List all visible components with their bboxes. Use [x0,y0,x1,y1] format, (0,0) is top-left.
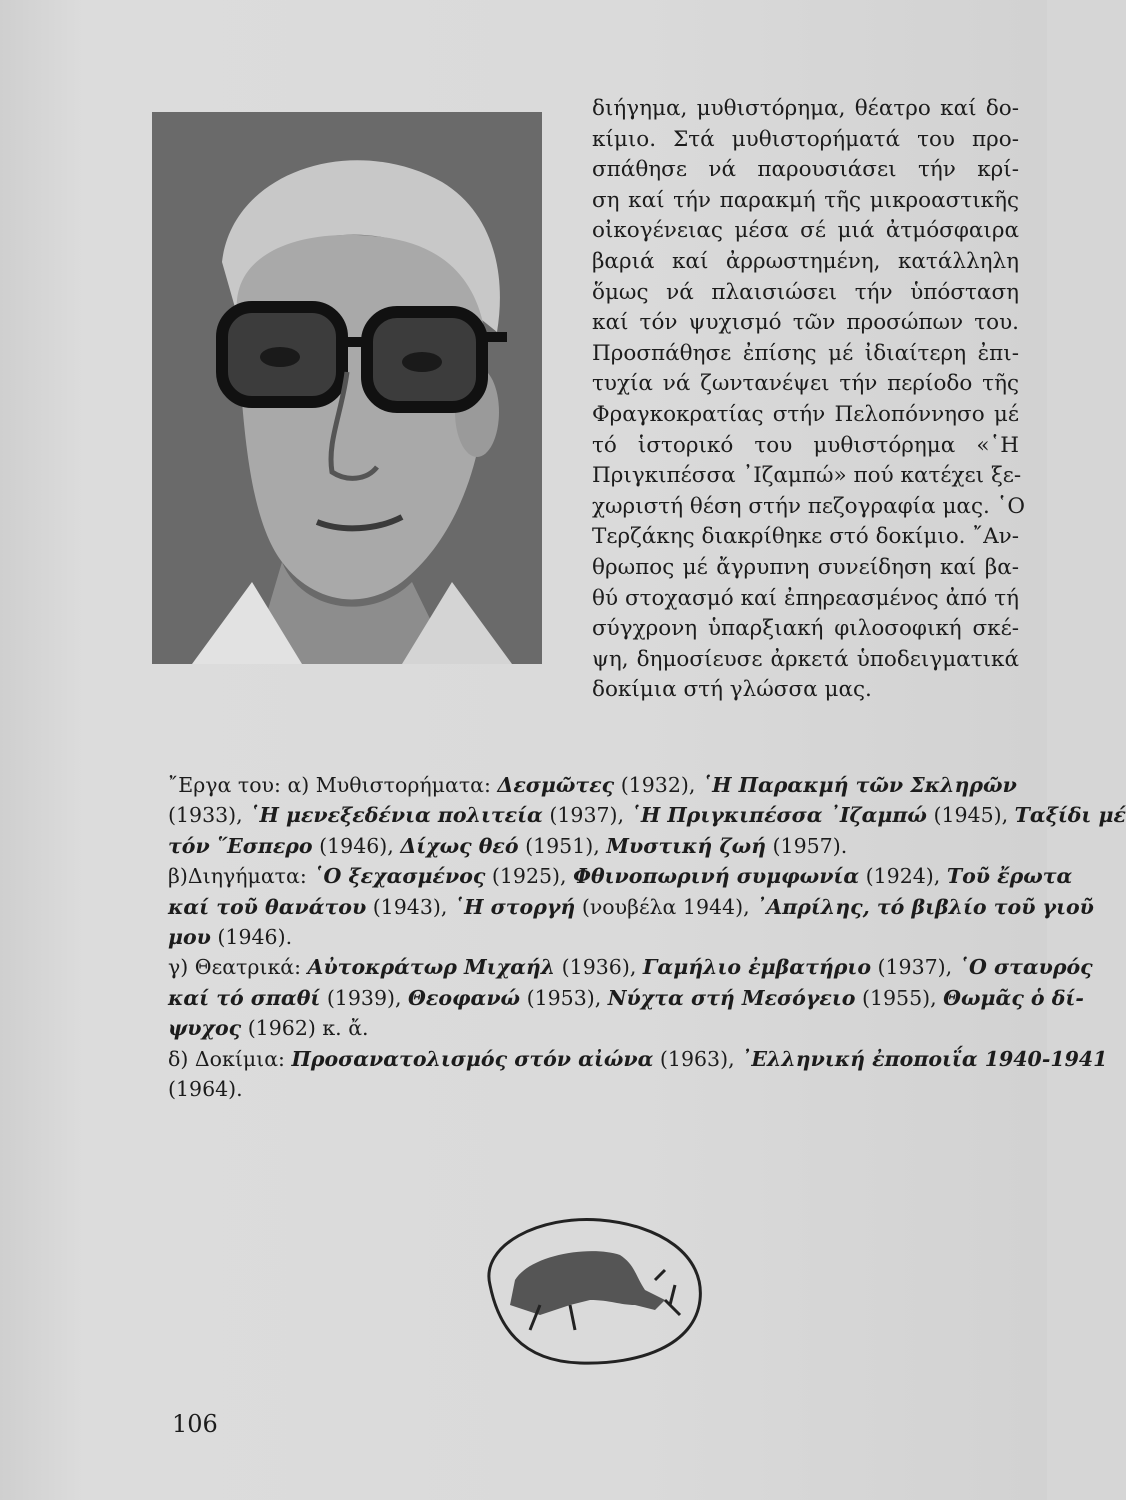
bio-line: οἰκογένειας μέσα σέ μιά ἀτμόσφαιρα [592,218,1019,244]
works-row-stories [168,861,1073,891]
bio-line: κίμιο. Στά μυθιστορήματά του προ- [592,126,1019,152]
work-title: τόν ῞Εσπερο [168,833,313,858]
work-title: Αὐτοκράτωρ Μιχαήλ [307,955,556,980]
work-title: ῾Η μενεξεδένια πολιτεία [249,803,543,828]
works-intro: ῎Εργα του: α) Μυθιστορήματα: [168,773,498,797]
bio-line: ψη, δημοσίευσε ἀρκετά ὑποδειγματικά [592,646,1019,672]
work-title: ῾Η Πριγκιπέσσα ᾿Ιζαμπώ [630,803,927,828]
bio-line: σπάθησε νά παρουσιάσει τήν κρί- [592,157,1019,183]
bio-line: Προσπάθησε ἐπίσης μέ ἰδιαίτερη ἐπι- [592,340,1019,366]
bio-line: καί τόν ψυχισμό τῶν προσώπων του. [592,310,1019,336]
work-title: Δίχως θεό [400,833,519,858]
work-year: (1937), [542,803,631,828]
work-title: ῾Η στοργή [453,894,576,919]
work-title: Θωμᾶς ὁ δί- [943,985,1084,1010]
bio-line: ση καί τήν παρακμή τῆς μικροαστικῆς [592,187,1019,213]
works-row [168,831,1021,861]
work-title: ῾Ο σταυρός [958,955,1093,980]
biography-column [592,94,1026,706]
bio-line: σύγχρονη ὑπαρξιακή φιλοσοφική σκέ- [592,616,1019,642]
works-row-novels [168,770,1021,800]
bio-line: θρωπος μέ ἄγρυπνη συνείδηση καί βα- [592,554,1019,580]
works-row-plays [168,952,1093,982]
bio-line: Πριγκιπέσσα ᾿Ιζαμπώ» πού κατέχει ξε- [592,463,1022,489]
author-portrait-photo [152,112,542,664]
work-year: (1962) κ. ἄ. [241,1016,369,1041]
work-title: Προσανατολισμός στόν αἰώνα [291,1046,654,1071]
bio-line: δοκίμια στή γλώσσα μας. [592,677,872,703]
work-year: (1946). [210,925,293,950]
bio-line: χωριστή θέση στήν πεζογραφία μας. ῾Ο [592,493,1026,519]
work-title: Δεσμῶτες [497,773,615,797]
work-title: Τοῦ ἔρωτα [946,864,1073,889]
work-title: Μυστική ζωή [606,833,767,858]
work-title: ᾿Ελληνική ἐποποιΐα 1940-1941 [741,1046,1108,1071]
work-year: (1937), [871,955,959,980]
work-year: (1964). [168,1077,243,1102]
work-year: (1957). [766,833,848,858]
works-row [168,922,1021,952]
work-title: ῾Η Παρακμή τῶν Σκληρῶν [701,773,1017,797]
works-row [168,1013,1021,1043]
work-year: (1945), [926,803,1015,828]
bio-line: τό ἱστορικό του μυθιστόρημα «῾Η [592,432,1019,458]
work-title: Γαμήλιο ἐμβατήριο [642,955,871,980]
work-title: Θεοφανώ [408,985,521,1010]
work-year: (1953), [520,985,608,1010]
bio-line: βαριά καί ἀρρωστημένη, κατάλληλη [592,248,1019,274]
animal-sketch-illustration [470,1205,710,1370]
work-title: καί τό σπαθί [168,985,321,1010]
bio-line: Φραγκοκρατίας στήν Πελοπόννησο μέ [592,401,1019,427]
works-row [168,892,1094,922]
section-heading: γ) Θεατρικά: [168,955,308,980]
bio-line: Τερζάκης διακρίθηκε στό δοκίμιο. ῎Αν- [592,524,1019,550]
work-year: (1932), [614,773,702,797]
works-list [168,770,1126,1104]
work-year: (1936), [555,955,643,980]
works-row [168,983,1084,1013]
work-year: (1939), [320,985,409,1010]
portrait-illustration [152,112,542,664]
work-year: (νουβέλα 1944), [575,894,757,919]
work-title: ᾿Απρίλης, τό βιβλίο τοῦ γιοῦ [756,894,1094,919]
works-row [168,800,1126,830]
work-year: (1925), [485,864,574,889]
work-year: (1963), [653,1046,742,1071]
bio-line: θύ στοχασμό καί ἐπηρεασμένος ἀπό τή [592,585,1019,611]
work-title: μου [168,925,211,950]
work-title: Φθινοπωρινή συμφωνία [573,864,860,889]
section-heading: β)Διηγήματα: [168,864,314,889]
work-year: (1946), [312,833,401,858]
work-title: Νύχτα στή Μεσόγειο [607,985,856,1010]
bio-line: διήγημα, μυθιστόρημα, θέατρο καί δο- [592,96,1019,121]
work-year: (1933), [168,803,250,828]
work-year: (1924), [859,864,947,889]
works-row-essays [168,1044,1108,1074]
works-row [168,1074,1021,1104]
section-heading: δ) Δοκίμια: [168,1046,292,1071]
bio-line: ὅμως νά πλαισιώσει τήν ὑπόσταση [592,279,1019,305]
work-title: ψυχος [168,1016,242,1041]
bio-line: τυχία νά ζωντανέψει τήν περίοδο τῆς [592,371,1019,397]
work-title: Ταξίδι μέ [1014,803,1126,828]
work-year: (1955), [855,985,944,1010]
work-title: ῾Ο ξεχασμένος [313,864,486,889]
work-year: (1951), [518,833,607,858]
work-title: καί τοῦ θανάτου [168,894,367,919]
page-number: 106 [172,1410,218,1438]
work-year: (1943), [366,894,454,919]
